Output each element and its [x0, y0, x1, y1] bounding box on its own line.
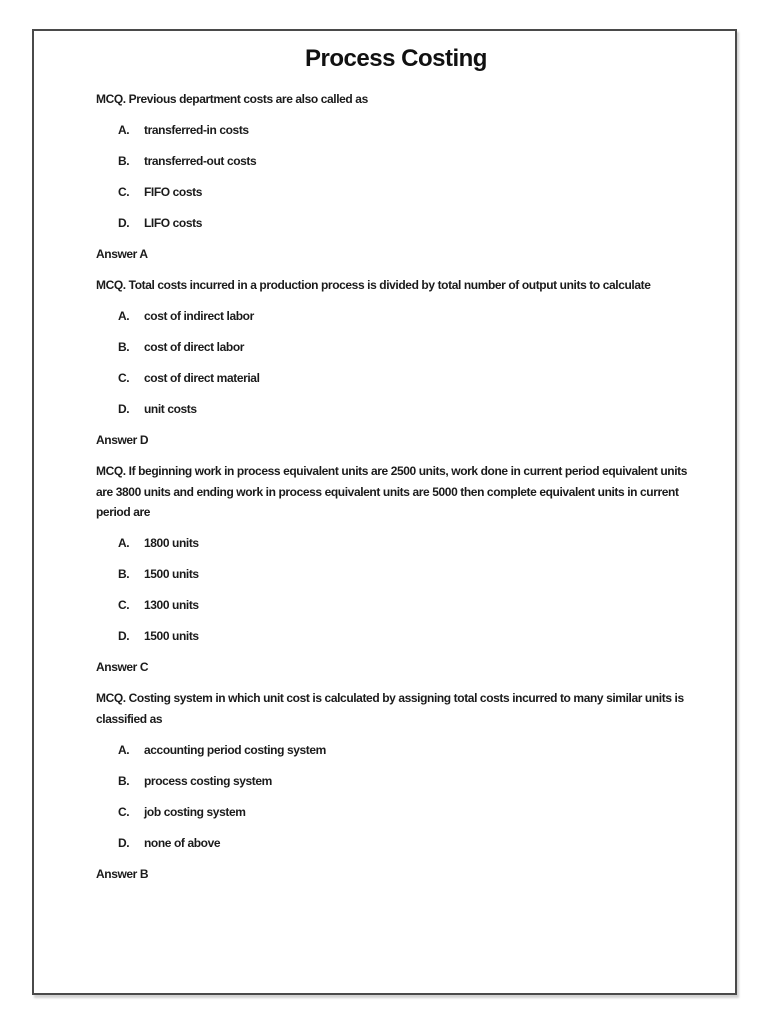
- option-row: [96, 833, 696, 854]
- option-row: [96, 595, 696, 616]
- question-block: [96, 275, 696, 451]
- option-text: LIFO costs: [144, 216, 203, 230]
- option-row: [96, 399, 696, 420]
- option-row: [96, 802, 696, 823]
- answer-label: Answer C: [96, 660, 149, 674]
- option-row: [96, 306, 696, 327]
- option-letter: C.: [118, 185, 130, 199]
- option-row: [96, 368, 696, 389]
- option-letter: C.: [118, 371, 130, 385]
- question-prompt: MCQ. Costing system in which unit cost is calculated by assigning total costs incurred to many similar units is classified as: [96, 691, 684, 726]
- option-text: cost of direct labor: [144, 340, 245, 354]
- option-letter: A.: [118, 123, 130, 137]
- option-text: 1500 units: [144, 567, 199, 581]
- option-text: cost of direct material: [144, 371, 260, 385]
- page-content: [34, 31, 735, 884]
- option-letter: A.: [118, 536, 130, 550]
- question-block: [96, 688, 696, 884]
- option-row: [96, 626, 696, 647]
- option-letter: B.: [118, 567, 130, 581]
- option-text: transferred-in costs: [144, 123, 249, 137]
- option-text: FIFO costs: [144, 185, 203, 199]
- option-letter: B.: [118, 154, 130, 168]
- option-text: accounting period costing system: [144, 742, 326, 757]
- option-text: none of above: [144, 835, 221, 850]
- option-row: [96, 740, 696, 761]
- option-letter: A.: [118, 742, 130, 757]
- option-text: cost of indirect labor: [144, 309, 254, 323]
- option-letter: D.: [118, 629, 130, 643]
- answer-label: Answer A: [96, 247, 148, 261]
- option-row: [96, 564, 696, 585]
- question-block: [96, 461, 696, 678]
- option-text: 1800 units: [144, 536, 199, 550]
- option-text: job costing system: [144, 804, 246, 819]
- answer-label: Answer B: [96, 866, 149, 881]
- option-row: [96, 771, 696, 792]
- option-letter: D.: [118, 216, 130, 230]
- option-letter: B.: [118, 340, 130, 354]
- option-row: [96, 151, 696, 172]
- question-block: [96, 89, 696, 265]
- option-row: [96, 337, 696, 358]
- option-text: 1300 units: [144, 598, 199, 612]
- option-letter: B.: [118, 773, 130, 788]
- page-title: Process Costing: [305, 45, 487, 72]
- question-prompt: MCQ. If beginning work in process equivalent units are 2500 units, work done in current period equivalent units are 3800 units and ending work in process equivalent units are 5000 then complete equivalent units in current period are: [96, 464, 688, 519]
- option-letter: D.: [118, 835, 130, 850]
- option-letter: C.: [118, 598, 130, 612]
- answer-label: Answer D: [96, 433, 149, 447]
- option-letter: D.: [118, 402, 130, 416]
- option-text: process costing system: [144, 773, 272, 788]
- option-text: transferred-out costs: [144, 154, 257, 168]
- question-prompt: MCQ. Total costs incurred in a production process is divided by total number of output units to calculate: [96, 278, 651, 292]
- option-text: 1500 units: [144, 629, 199, 643]
- option-row: [96, 120, 696, 141]
- option-letter: A.: [118, 309, 130, 323]
- option-letter: C.: [118, 804, 130, 819]
- document-page: [32, 29, 737, 995]
- option-text: unit costs: [144, 402, 197, 416]
- option-row: [96, 213, 696, 234]
- option-row: [96, 182, 696, 203]
- question-prompt: MCQ. Previous department costs are also called as: [96, 92, 368, 106]
- option-row: [96, 533, 696, 554]
